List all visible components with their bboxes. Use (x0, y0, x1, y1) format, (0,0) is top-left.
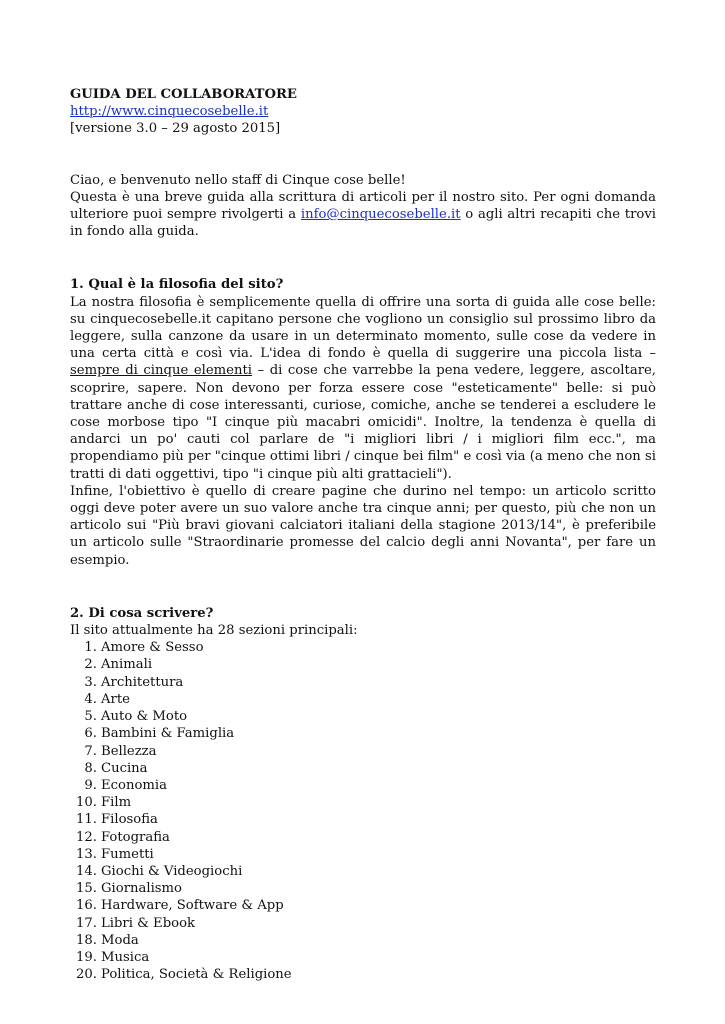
list-item-number: 6. (84, 726, 97, 742)
list-item-label: Film (101, 795, 132, 811)
intro-text-after-email: o agli altri recapiti che trovi in fondo alla guida. (70, 207, 656, 240)
list-item (70, 966, 656, 983)
list-item-label: Arte (101, 691, 130, 707)
sections-list (70, 639, 656, 983)
section-philosophy (70, 276, 656, 568)
list-item-number: 18. (76, 932, 97, 948)
list-item (70, 639, 656, 656)
section-topics (70, 605, 656, 983)
list-item-label: Moda (101, 932, 139, 948)
list-item-number: 16. (76, 898, 97, 914)
list-item-label: Amore & Sesso (101, 640, 204, 656)
list-item-label: Libri & Ebook (101, 915, 195, 931)
list-item-number: 19. (76, 949, 97, 965)
list-item-number: 14. (76, 863, 97, 879)
list-item-label: Fotografia (101, 829, 170, 845)
greeting-text: Ciao, e benvenuto nello staff di Cinque cose belle! (70, 172, 406, 188)
list-item (70, 846, 656, 863)
list-item (70, 794, 656, 811)
list-item-label: Filosofia (101, 812, 158, 828)
section2-intro: Il sito attualmente ha 28 sezioni principali: (70, 623, 358, 639)
list-item (70, 829, 656, 846)
intro-section (70, 172, 656, 241)
list-item-label: Bambini & Famiglia (101, 726, 235, 742)
list-item-label: Economia (101, 777, 167, 793)
list-item (70, 932, 656, 949)
document-title: GUIDA DEL COLLABORATORE (70, 87, 297, 102)
list-item-number: 4. (84, 691, 97, 707)
section1-text-after: – di cose che varrebbe la pena vedere, leggere, ascoltare, scoprire, sapere. Non devono per forza essere cose "esteticamente" belle: si può trattare anche di cose interessanti, curiose, comiche, anche se tenderei a escludere le cose morbose tipo "I cinque più macabri omicidi". Inoltre, la tendenza è quella di andarci un po' cauti col parlare de "i migliori libri / i migliori film ecc.", ma propendiamo più per "cinque ottimi libri / cinque bei film" e così via (a meno che non si tratti di dati oggettivi, tipo "i cinque più alti grattacieli"). (70, 363, 656, 482)
list-item-number: 20. (76, 967, 97, 983)
list-item-number: 2. (84, 657, 97, 673)
site-url-link[interactable]: http://www.cinquecosebelle.it (70, 104, 269, 120)
list-item-label: Musica (101, 949, 150, 965)
list-item-label: Auto & Moto (101, 709, 188, 725)
email-link[interactable]: info@cinquecosebelle.it (300, 207, 461, 223)
list-item-number: 10. (76, 795, 97, 811)
section1-underlined-text: sempre di cinque elementi (70, 363, 252, 379)
list-item (70, 880, 656, 897)
list-item-number: 9. (84, 777, 97, 793)
list-item-number: 8. (84, 760, 97, 776)
list-item-label: Bellezza (101, 743, 157, 759)
list-item-label: Fumetti (101, 846, 154, 862)
list-item-number: 15. (76, 881, 97, 897)
list-item-label: Giornalismo (101, 881, 182, 897)
list-item-number: 1. (84, 640, 97, 656)
list-item-label: Architettura (101, 674, 184, 690)
section1-paragraph-1 (70, 294, 656, 483)
section1-paragraph-2: Infine, l'obiettivo è quello di creare pagine che durino nel tempo: un articolo scritto oggi deve poter avere un suo valore anche tra cinque anni; per questo, più che non un articolo sui "Più bravi giovani calciatori italiani della stagione 2013/14", è preferibile un articolo sulle "Straordinarie promesse del calcio degli anni Novanta", per fare un esempio. (70, 483, 656, 568)
list-item-number: 5. (84, 709, 97, 725)
list-item-label: Politica, Società & Religione (101, 967, 292, 983)
list-item (70, 674, 656, 691)
list-item (70, 863, 656, 880)
list-item-number: 12. (76, 829, 97, 845)
list-item-label: Giochi & Videogiochi (101, 863, 243, 879)
list-item-number: 3. (84, 674, 97, 690)
list-item (70, 915, 656, 932)
list-item (70, 897, 656, 914)
list-item (70, 777, 656, 794)
intro-paragraph (70, 189, 656, 241)
intro-text-before-email: Questa è una breve guida alla scrittura di articoli per il nostro sito. Per ogni domanda ulteriore puoi sempre rivolgerti a (70, 189, 656, 223)
list-item (70, 811, 656, 828)
list-item (70, 691, 656, 708)
list-item (70, 949, 656, 966)
document-header (70, 86, 656, 138)
list-item-label: Hardware, Software & App (101, 898, 284, 914)
section2-heading: 2. Di cosa scrivere? (70, 605, 214, 621)
document-page (70, 86, 656, 983)
list-item (70, 743, 656, 760)
version-label: [versione 3.0 – 29 agosto 2015] (70, 121, 281, 137)
list-item-label: Cucina (101, 760, 148, 776)
section1-heading: 1. Qual è la filosofia del sito? (70, 277, 284, 293)
list-item (70, 725, 656, 742)
list-item (70, 656, 656, 673)
list-item-number: 7. (84, 743, 97, 759)
list-item-number: 17. (76, 915, 97, 931)
list-item-label: Animali (101, 657, 153, 673)
list-item (70, 760, 656, 777)
section1-text-before: La nostra filosofia è semplicemente quella di offrire una sorta di guida alle cose belle: su cinquecosebelle.it capitano persone che vogliono un consiglio sul prossimo libro da leggere, sulla canzone da usare in un determinato momento, sulle cose da vedere in una certa città e così via. L'idea di fondo è quella di suggerire una piccola lista – (70, 294, 656, 362)
list-item-number: 11. (76, 812, 97, 828)
list-item-number: 13. (76, 846, 97, 862)
list-item (70, 708, 656, 725)
